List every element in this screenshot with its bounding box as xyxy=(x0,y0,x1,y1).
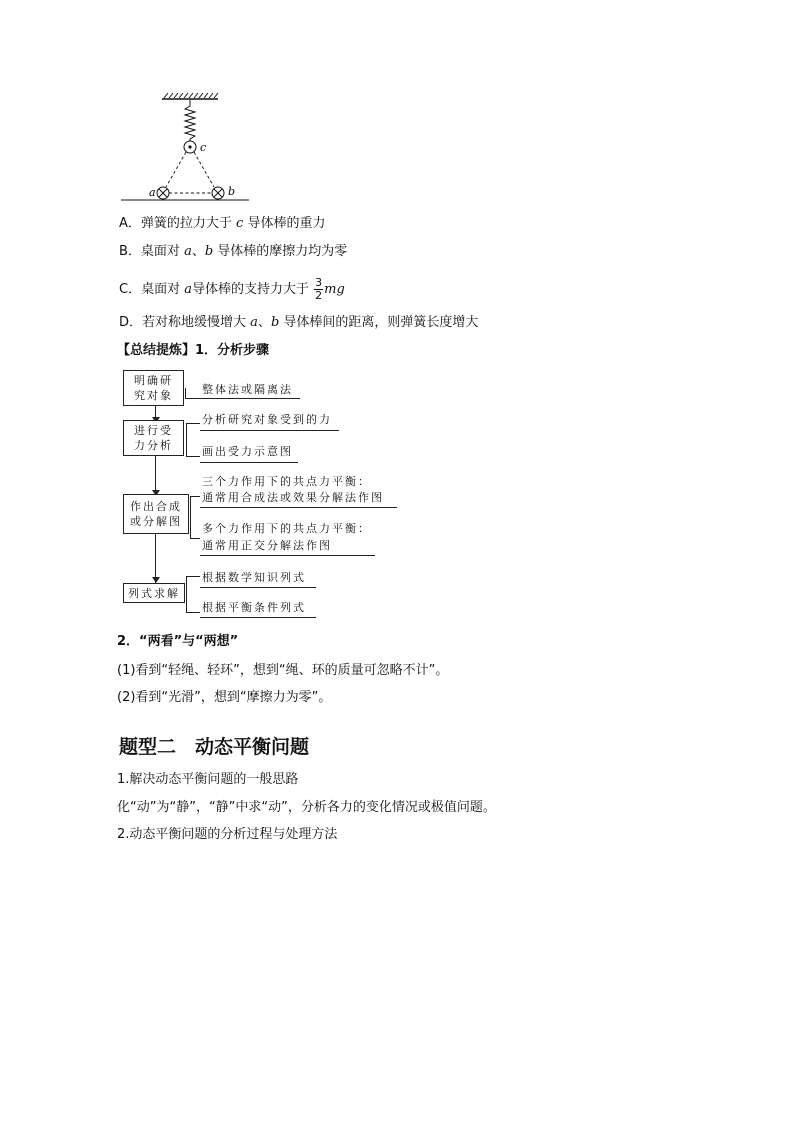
flow-branch-4b: 根据平衡条件列式 xyxy=(202,601,306,614)
flow-branch-4a: 根据数学知识列式 xyxy=(202,571,306,584)
fraction: $\frac{3}{2}$ xyxy=(315,276,323,302)
flow-step-3: 作出合成 或分解图 xyxy=(123,494,189,534)
section3-p2: 化“动”为“静”，“静”中求“动”，分析各力的变化情况或极值问题。 xyxy=(117,800,496,815)
conductor-a xyxy=(157,187,169,199)
label-a: a xyxy=(149,186,156,199)
dashed-line-cb xyxy=(194,152,214,187)
section3-p3: 2.动态平衡问题的分析过程与处理方法 xyxy=(117,827,338,842)
flow-branch-2b: 画出受力示意图 xyxy=(202,445,293,458)
section3-p1: 1.解决动态平衡问题的一般思路 xyxy=(117,772,299,787)
option-b: B．桌面对 a、b 导体棒的摩擦力均为零 xyxy=(119,244,348,259)
option-d: D．若对称地缓慢增大 a、b 导体棒间的距离，则弹簧长度增大 xyxy=(119,315,479,330)
flow-branch-1: 整体法或隔离法 xyxy=(202,383,293,396)
label-c: c xyxy=(200,141,207,154)
option-a: A．弹簧的拉力大于 c 导体棒的重力 xyxy=(119,216,326,231)
physics-figure xyxy=(118,92,258,204)
label-b: b xyxy=(228,185,236,198)
dashed-line-ca xyxy=(166,152,186,187)
section2-heading: 2．“两看”与“两想” xyxy=(117,634,239,649)
flow-step-1: 明确研 究对象 xyxy=(123,370,184,406)
flow-branch-2a: 分析研究对象受到的力 xyxy=(202,413,332,426)
summary-heading: 【总结提炼】1．分析步骤 xyxy=(117,343,270,358)
option-c: C．桌面对 a导体棒的支持力大于 $\frac{3}{2}$ mg xyxy=(119,276,345,302)
flow-branch-3a-line2: 通常用合成法或效果分解法作图 xyxy=(202,491,384,504)
spring xyxy=(185,100,195,141)
flow-step-4: 列式求解 xyxy=(123,583,185,603)
ceiling-hatch xyxy=(164,93,218,98)
flow-branch-3a-line1: 三个力作用下的共点力平衡： xyxy=(202,475,371,488)
section3-title: 题型二 动态平衡问题 xyxy=(119,736,310,758)
flow-branch-3b-line1: 多个力作用下的共点力平衡： xyxy=(202,522,371,535)
section2-item-1: (1)看到“轻绳、轻环”，想到“绳、环的质量可忽略不计”。 xyxy=(117,663,449,678)
conductor-b xyxy=(212,187,224,199)
flow-step-2: 进行受 力分析 xyxy=(123,420,184,456)
flow-branch-3b-line2: 通常用正交分解法作图 xyxy=(202,539,332,552)
section2-item-2: (2)看到“光滑”，想到“摩擦力为零”。 xyxy=(117,690,332,705)
